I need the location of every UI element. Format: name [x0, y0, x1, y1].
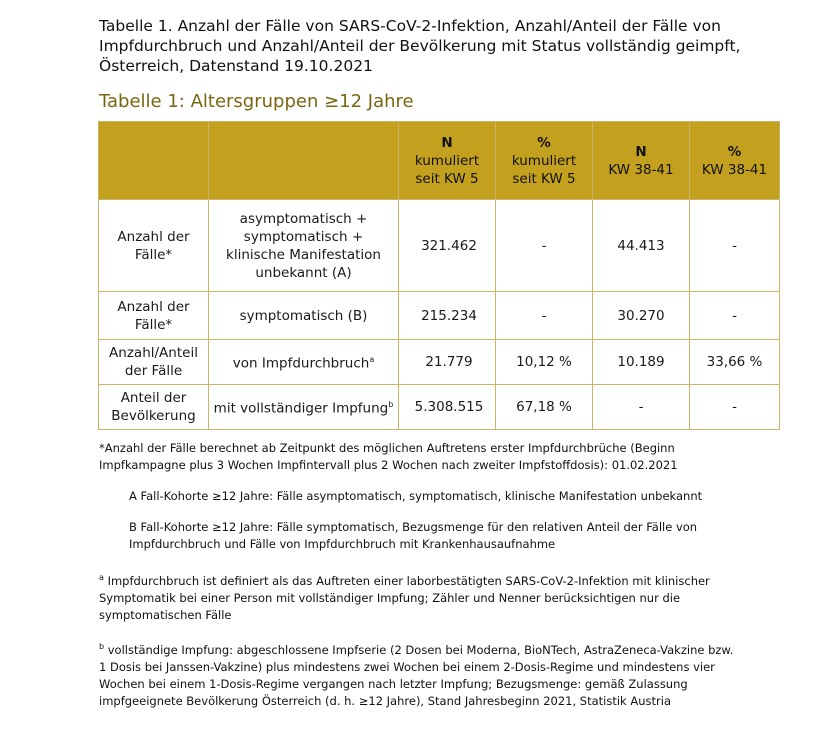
cell-value: - [690, 292, 780, 340]
cell-value: 67,18 % [496, 385, 593, 430]
row-label: Anteil der Bevölkerung [99, 385, 209, 430]
cell-value: 21.779 [399, 340, 496, 385]
row-desc: mit vollständiger Impfung$^b$ [209, 385, 399, 430]
cell-value: 10.189 [593, 340, 690, 385]
table-row [99, 340, 780, 385]
row-desc: symptomatisch (B) [209, 292, 399, 340]
header-pct-cumulative: % kumuliert seit KW 5 [496, 122, 593, 200]
page-title: Tabelle 1. Anzahl der Fälle von SARS-CoV-2-Infektion, Anzahl/Anteil der Fälle von Impfdurchbruch und Anzahl/Anteil der Bevölkerung mit Status vollständig geimpft, Österreich, Datenstand 19.10.2021 [99, 17, 741, 75]
row-desc: asymptomatisch + symptomatisch + klinische Manifestation unbekannt (A) [209, 200, 399, 292]
footnote-cohort-b: B Fall-Kohorte ≥12 Jahre: Fälle symptomatisch, Bezugsmenge für den relativen Anteil der Fälle von Impfdurchbruch und Fälle von Impfdurchbruch mit Krankenhausaufnahme [129, 520, 698, 551]
cell-value: 321.462 [399, 200, 496, 292]
table-heading: Tabelle 1: Altersgruppen ≥12 Jahre [99, 91, 414, 112]
footnotes [99, 440, 739, 710]
row-label: Anzahl/Anteil der Fälle [99, 340, 209, 385]
footnote-cohort-a: A Fall-Kohorte ≥12 Jahre: Fälle asymptomatisch, symptomatisch, klinische Manifestation unbekannt [129, 489, 703, 503]
table-row [99, 385, 780, 430]
header-pct-kw: % KW 38-41 [690, 122, 780, 200]
row-label: Anzahl der Fälle* [99, 200, 209, 292]
row-desc: von Impfdurchbruch$^a$ [209, 340, 399, 385]
footnote-star: *Anzahl der Fälle berechnet ab Zeitpunkt des möglichen Auftretens erster Impfdurchbrüche (Beginn Impfkampagne plus 3 Wochen Impfintervall plus 2 Wochen nach zweiter Impfstoffdosis): 01.02.2021 [99, 441, 678, 472]
cell-value: - [593, 385, 690, 430]
header-empty-1 [99, 122, 209, 200]
footnote-b: $^b$ vollständige Impfung: abgeschlossene Impfserie (2 Dosen bei Moderna, BioNTech, AstraZeneca-Vakzine bzw. 1 Dosis bei Janssen-Vakzine) plus mindestens zwei Wochen bei einem 2-Dosis-Regime und mindestens vier Wochen bei einem 1-Dosis-Regime vergangen nach letzter Impfung; Bezugsmenge: gemäß Zulassung impfgeeignete Bevölkerung Österreich (d. h. ≥12 Jahre), Stand Jahresbeginn 2021, Statistik Austria [99, 641, 734, 708]
data-table [98, 121, 780, 430]
cell-value: 44.413 [593, 200, 690, 292]
cell-value: 30.270 [593, 292, 690, 340]
header-empty-2 [209, 122, 399, 200]
footnote-a: $^a$ Impfdurchbruch ist definiert als das Auftreten einer laborbestätigten SARS-CoV-2-Infektion mit klinischer Symptomatik bei einer Person mit vollständiger Impfung; Zähler und Nenner berücksichtigen nur die symptomatischen Fälle [99, 573, 710, 622]
cell-value: - [690, 385, 780, 430]
table-row [99, 292, 780, 340]
row-label: Anzahl der Fälle* [99, 292, 209, 340]
cell-value: - [690, 200, 780, 292]
header-row [99, 122, 780, 200]
cell-value: 10,12 % [496, 340, 593, 385]
cell-value: 33,66 % [690, 340, 780, 385]
header-n-kw: N KW 38-41 [593, 122, 690, 200]
cell-value: - [496, 292, 593, 340]
table-row [99, 200, 780, 292]
cell-value: 5.308.515 [399, 385, 496, 430]
cell-value: 215.234 [399, 292, 496, 340]
cell-value: - [496, 200, 593, 292]
header-n-cumulative: N kumuliert seit KW 5 [399, 122, 496, 200]
